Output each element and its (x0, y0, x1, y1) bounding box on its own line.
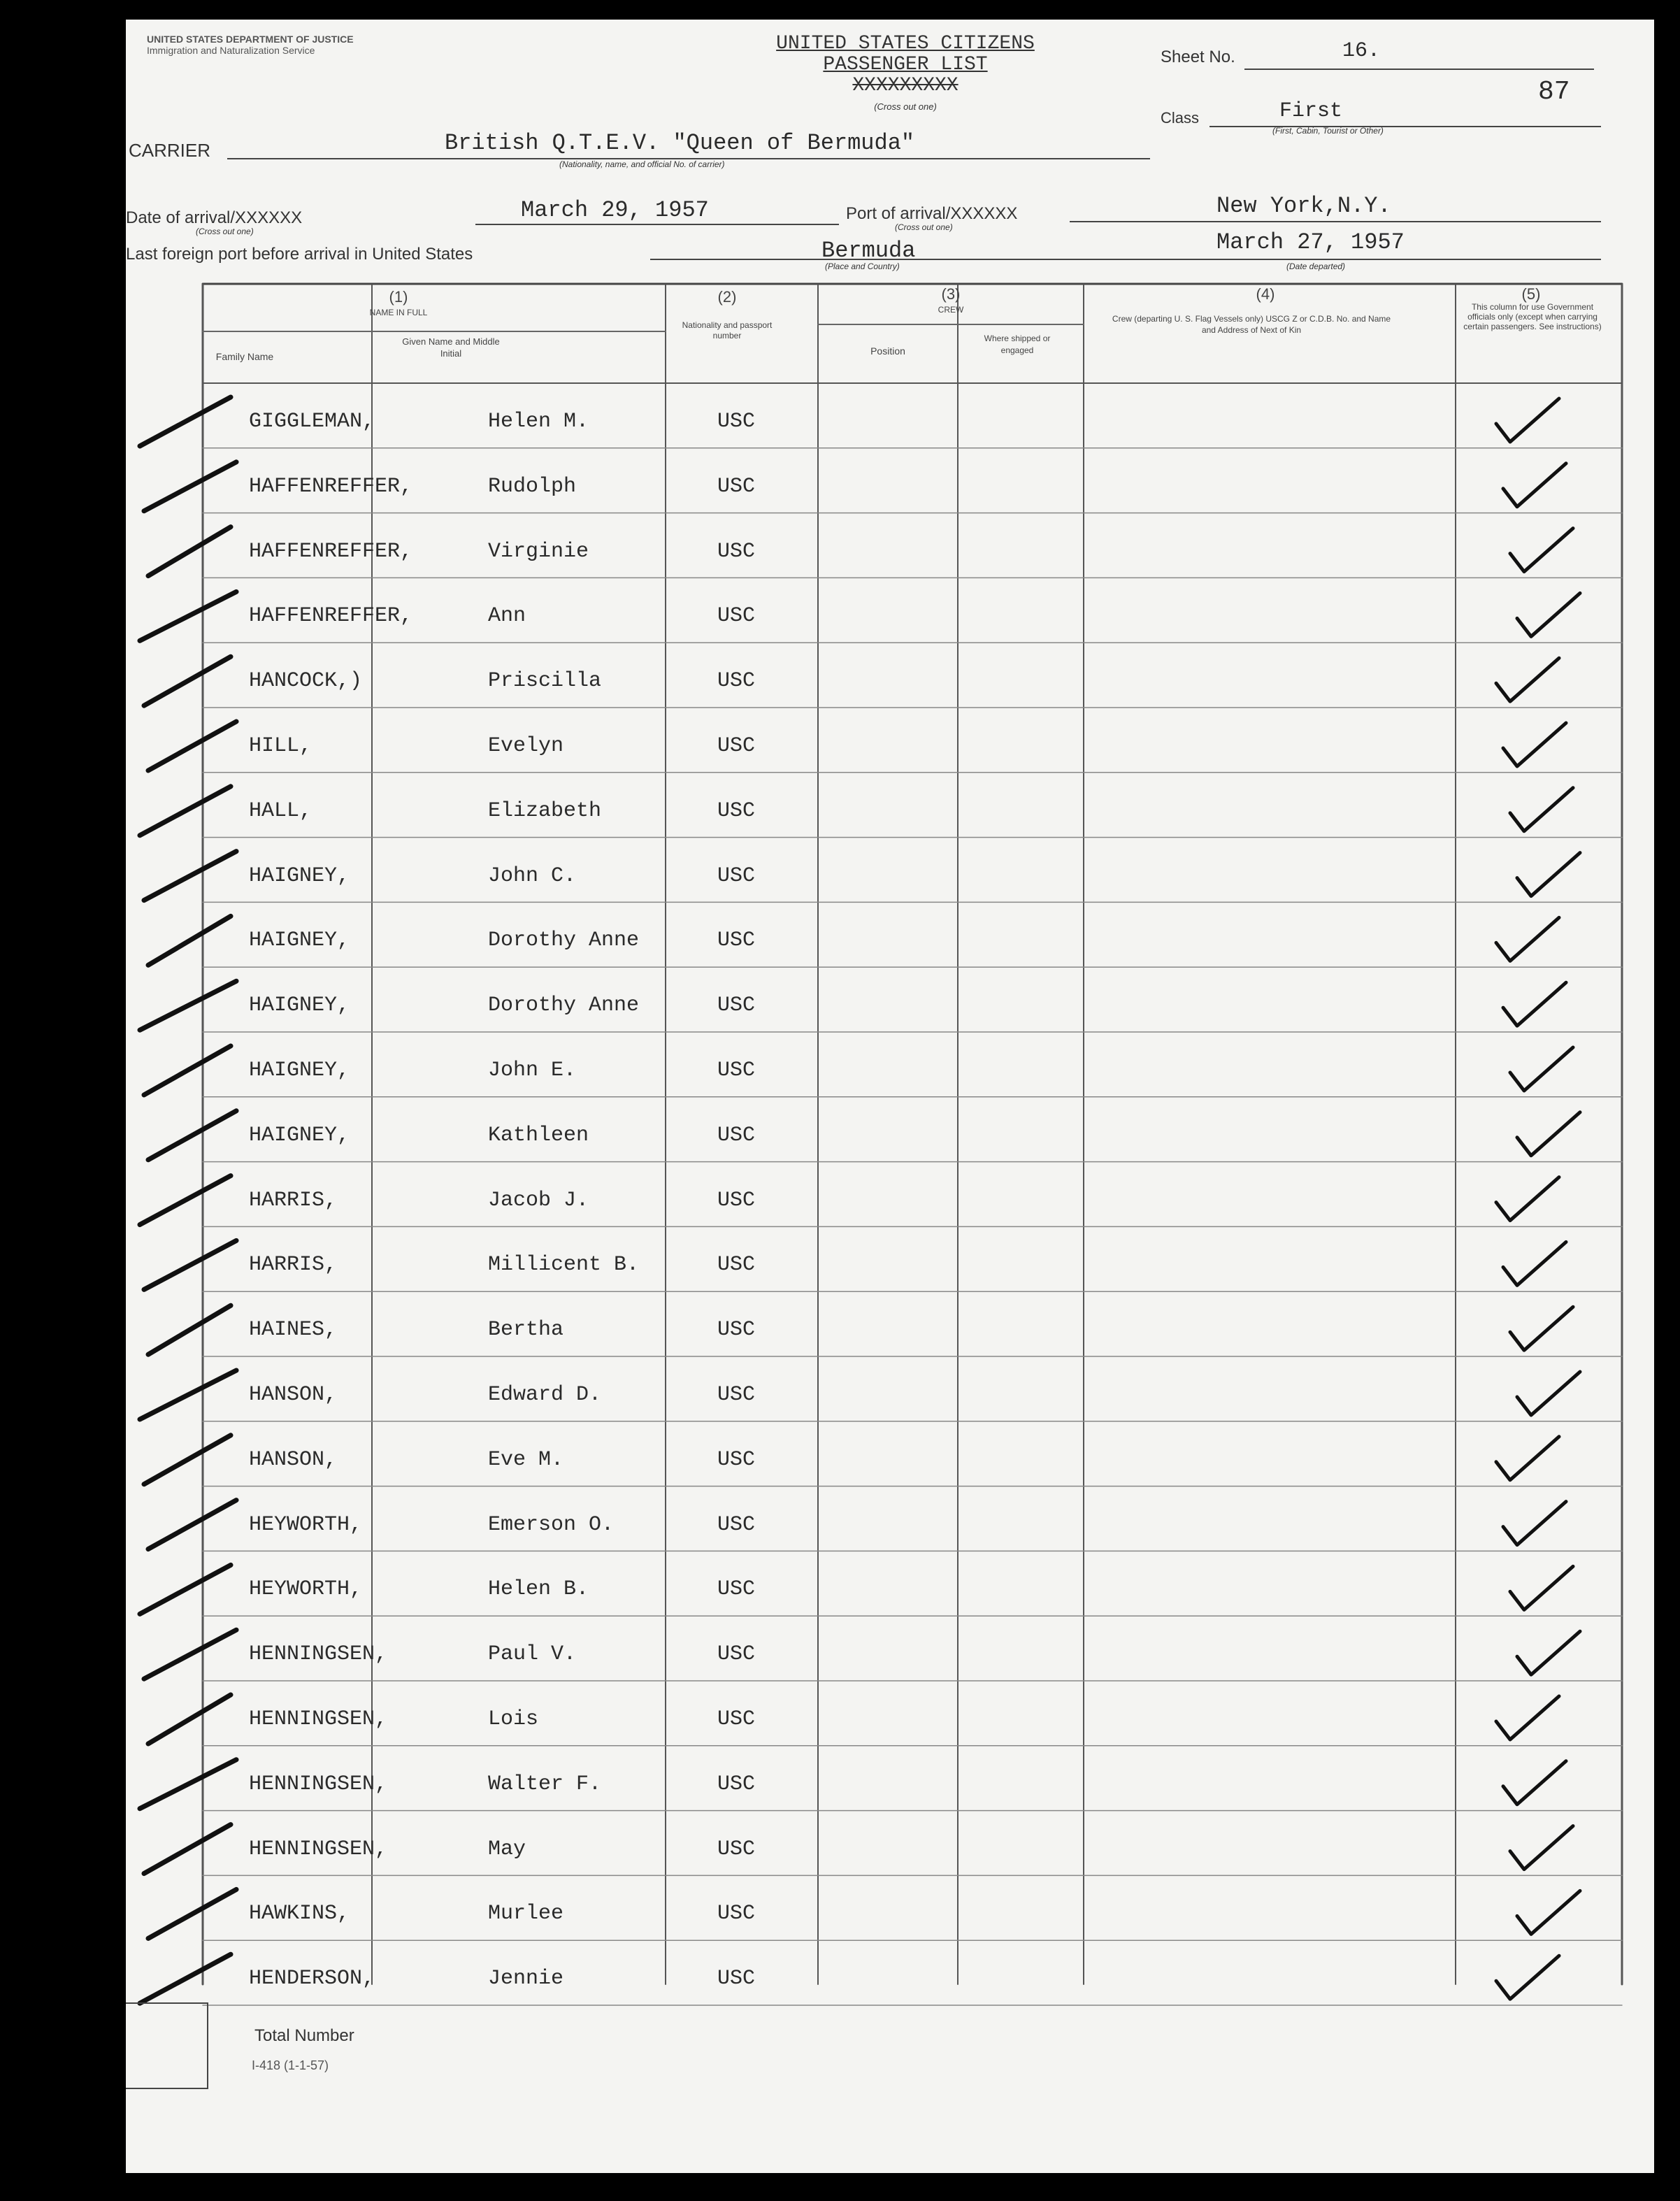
passenger-family-name: HAIGNEY, (249, 1059, 350, 1082)
check-mark (1510, 529, 1573, 572)
check-mark (1517, 593, 1580, 636)
check-mark (1503, 982, 1566, 1026)
title-line-3-struck: XXXXXXXXX (852, 75, 959, 96)
passenger-family-name: HARRIS, (249, 1253, 338, 1277)
passenger-given-name: Jennie (488, 1967, 564, 1991)
port-label: Port of arrival/XXXXXX (846, 204, 1018, 223)
passenger-given-name: Helen M. (488, 410, 589, 433)
passenger-given-name: Virginie (488, 539, 589, 564)
passenger-given-name: Walter F. (488, 1772, 602, 1796)
agency-service: Immigration and Naturalization Service (147, 45, 315, 56)
passenger-family-name: HANCOCK,) (249, 669, 363, 694)
total-number-box (126, 2002, 208, 2089)
passenger-nationality: USC (717, 1059, 756, 1082)
col4-title: Crew (departing U. S. Flag Vessels only) USCG Z or C.D.B. No. and Name and Address of Next of Kin (1112, 314, 1391, 335)
col3-title: CREW (938, 305, 964, 315)
handwritten-slash-mark (144, 1630, 236, 1679)
handwritten-slash-mark (140, 397, 231, 446)
handwritten-slash-mark (144, 462, 236, 511)
passenger-nationality: USC (717, 994, 756, 1018)
last-port-label: Last foreign port before arrival in United States (126, 245, 473, 264)
col1-title: NAME IN FULL (369, 308, 428, 317)
class-label: Class (1161, 109, 1200, 127)
handwritten-slash-mark (140, 1370, 236, 1419)
passenger-nationality: USC (717, 410, 756, 433)
page-number: 87 (1538, 77, 1570, 107)
class-value: First (1279, 99, 1343, 123)
passenger-nationality: USC (717, 1512, 756, 1537)
passenger-family-name: HAIGNEY, (249, 994, 350, 1018)
passenger-family-name: HENNINGSEN, (249, 1837, 388, 1861)
passenger-nationality: USC (717, 734, 756, 758)
handwritten-slash-mark (148, 1305, 231, 1354)
handwritten-slash-mark (144, 1825, 231, 1874)
check-mark (1503, 1502, 1566, 1545)
passenger-given-name: Priscilla (488, 669, 602, 694)
passenger-given-name: Kathleen (488, 1123, 589, 1147)
passenger-given-name: John E. (488, 1059, 577, 1082)
title-line-2: PASSENGER LIST (823, 54, 988, 76)
title-line-1: UNITED STATES CITIZENS (776, 33, 1035, 55)
carrier-hint: (Nationality, name, and official No. of carrier) (559, 159, 725, 169)
passenger-family-name: HAIGNEY, (249, 863, 350, 888)
check-mark (1496, 1177, 1559, 1221)
check-mark (1496, 917, 1559, 961)
class-hint: (First, Cabin, Tourist or Other) (1272, 126, 1384, 136)
passenger-given-name: Lois (488, 1707, 539, 1731)
handwritten-slash-mark (140, 981, 236, 1030)
passenger-nationality: USC (717, 669, 756, 694)
check-mark (1510, 1566, 1573, 1609)
passenger-family-name: HAIGNEY, (249, 929, 350, 953)
departed-value: March 27, 1957 (1216, 229, 1405, 255)
total-number-label: Total Number (254, 2026, 354, 2045)
passenger-given-name: Ann (488, 604, 526, 629)
passenger-nationality: USC (717, 539, 756, 564)
check-mark (1496, 1956, 1559, 1999)
passenger-family-name: HEYWORTH, (249, 1512, 363, 1537)
passenger-family-name: HAIGNEY, (249, 1123, 350, 1147)
passenger-nationality: USC (717, 1707, 756, 1731)
check-mark (1496, 1437, 1559, 1480)
passenger-family-name: HAINES, (249, 1318, 338, 1342)
passenger-family-name: HANSON, (249, 1383, 338, 1407)
passenger-family-name: HILL, (249, 734, 313, 758)
check-mark (1517, 1372, 1580, 1415)
passenger-given-name: Millicent B. (488, 1253, 640, 1277)
port-hint: (Cross out one) (895, 222, 953, 232)
passenger-nationality: USC (717, 1967, 756, 1991)
passenger-nationality: USC (717, 1318, 756, 1342)
handwritten-slash-mark (148, 1889, 236, 1938)
sheet-label: Sheet No. (1161, 48, 1235, 66)
passenger-family-name: HAWKINS, (249, 1902, 350, 1926)
passenger-nationality: USC (717, 1837, 756, 1861)
col2-number: (2) (717, 288, 737, 306)
col-given-name: Given Name and Middle Initial (402, 336, 500, 359)
passenger-given-name: Dorothy Anne (488, 994, 640, 1018)
handwritten-slash-mark (148, 527, 231, 576)
check-mark (1510, 1047, 1573, 1091)
handwritten-slash-mark (140, 1565, 231, 1614)
passenger-family-name: HALL, (249, 798, 313, 823)
carrier-value: British Q.T.E.V. "Queen of Bermuda" (445, 130, 915, 156)
check-mark (1503, 464, 1566, 507)
passenger-family-name: GIGGLEMAN, (249, 410, 375, 433)
check-mark (1496, 399, 1559, 442)
passenger-given-name: Emerson O. (488, 1512, 615, 1537)
passenger-given-name: John C. (488, 863, 577, 888)
arrival-hint: (Cross out one) (196, 227, 254, 236)
handwritten-slash-mark (144, 1435, 231, 1484)
passenger-family-name: HAFFENREFFER, (249, 604, 413, 629)
passenger-nationality: USC (717, 863, 756, 888)
passenger-given-name: Paul V. (488, 1642, 577, 1667)
arrival-value: March 29, 1957 (521, 197, 709, 223)
passenger-nationality: USC (717, 1642, 756, 1667)
passenger-family-name: HAFFENREFFER, (249, 474, 413, 499)
passenger-family-name: HARRIS, (249, 1188, 338, 1212)
title-hint: (Cross out one) (874, 101, 937, 112)
handwritten-slash-mark (140, 1954, 231, 2003)
col4-number: (4) (1256, 285, 1275, 303)
passenger-family-name: HENNINGSEN, (249, 1642, 388, 1667)
handwritten-slash-mark (148, 1500, 236, 1549)
passenger-given-name: Dorothy Anne (488, 929, 640, 953)
col3-number: (3) (941, 285, 961, 303)
port-value: New York,N.Y. (1216, 193, 1391, 219)
sheet-value: 16. (1342, 39, 1381, 63)
check-mark (1517, 1891, 1580, 1934)
handwritten-slash-mark (148, 1111, 236, 1160)
passenger-nationality: USC (717, 474, 756, 499)
check-mark (1496, 658, 1559, 701)
handwritten-slash-mark (144, 1240, 236, 1289)
passenger-family-name: HANSON, (249, 1447, 338, 1472)
col1-number: (1) (389, 288, 408, 306)
check-mark (1517, 1631, 1580, 1675)
passenger-nationality: USC (717, 1123, 756, 1147)
check-mark (1496, 1696, 1559, 1740)
passenger-given-name: Eve M. (488, 1447, 564, 1472)
manifest-sheet (126, 20, 1654, 2173)
col-crew-position: Position (870, 345, 905, 357)
last-port-hint: (Place and Country) (825, 261, 900, 271)
passenger-nationality: USC (717, 1188, 756, 1212)
handwritten-slash-mark (140, 1176, 231, 1225)
check-mark (1510, 1826, 1573, 1870)
passenger-given-name: May (488, 1837, 526, 1861)
handwritten-slash-mark (140, 1760, 236, 1809)
check-mark (1503, 1761, 1566, 1805)
col5-number: (5) (1521, 285, 1541, 303)
last-port-value: Bermuda (821, 238, 916, 264)
departed-hint: (Date departed) (1286, 261, 1346, 271)
passenger-given-name: Elizabeth (488, 798, 602, 823)
carrier-label: CARRIER (129, 140, 211, 161)
arrival-label: Date of arrival/XXXXXX (126, 208, 303, 227)
passenger-nationality: USC (717, 604, 756, 629)
check-mark (1510, 1307, 1573, 1350)
handwritten-slash-mark (144, 1046, 231, 1095)
col5-title: This column for use Government officials only (except when carrying certain passengers. See instructions) (1463, 302, 1602, 331)
handwritten-slash-mark (148, 1695, 231, 1744)
handwritten-slash-mark (144, 852, 236, 901)
handwritten-slash-mark (148, 916, 231, 965)
passenger-given-name: Evelyn (488, 734, 564, 758)
passenger-family-name: HENNINGSEN, (249, 1772, 388, 1796)
handwritten-slash-mark (140, 787, 231, 836)
passenger-family-name: HEYWORTH, (249, 1577, 363, 1602)
handwritten-slash-mark (140, 592, 236, 640)
passenger-given-name: Murlee (488, 1902, 564, 1926)
passenger-given-name: Jacob J. (488, 1188, 589, 1212)
form-code: I-418 (1-1-57) (252, 2058, 329, 2072)
check-mark (1503, 1242, 1566, 1285)
passenger-nationality: USC (717, 798, 756, 823)
passenger-family-name: HENNINGSEN, (249, 1707, 388, 1731)
passenger-nationality: USC (717, 1447, 756, 1472)
passenger-nationality: USC (717, 1383, 756, 1407)
col2-title: Nationality and passport number (682, 320, 773, 340)
hand-marks (126, 20, 1654, 2173)
check-mark (1503, 723, 1566, 766)
passenger-given-name: Bertha (488, 1318, 564, 1342)
check-mark (1517, 853, 1580, 896)
passenger-nationality: USC (717, 1577, 756, 1602)
passenger-nationality: USC (717, 929, 756, 953)
col-crew-where: Where shipped or engaged (984, 334, 1051, 355)
check-mark (1517, 1112, 1580, 1156)
passenger-family-name: HAFFENREFFER, (249, 539, 413, 564)
check-mark (1510, 788, 1573, 831)
passenger-given-name: Edward D. (488, 1383, 602, 1407)
handwritten-slash-mark (144, 657, 231, 705)
passenger-nationality: USC (717, 1253, 756, 1277)
passenger-given-name: Helen B. (488, 1577, 589, 1602)
passenger-nationality: USC (717, 1772, 756, 1796)
passenger-nationality: USC (717, 1902, 756, 1926)
agency-name: UNITED STATES DEPARTMENT OF JUSTICE (147, 34, 354, 45)
passenger-family-name: HENDERSON, (249, 1967, 375, 1991)
col-family-name: Family Name (215, 351, 274, 362)
handwritten-slash-mark (148, 722, 236, 770)
passenger-given-name: Rudolph (488, 474, 577, 499)
